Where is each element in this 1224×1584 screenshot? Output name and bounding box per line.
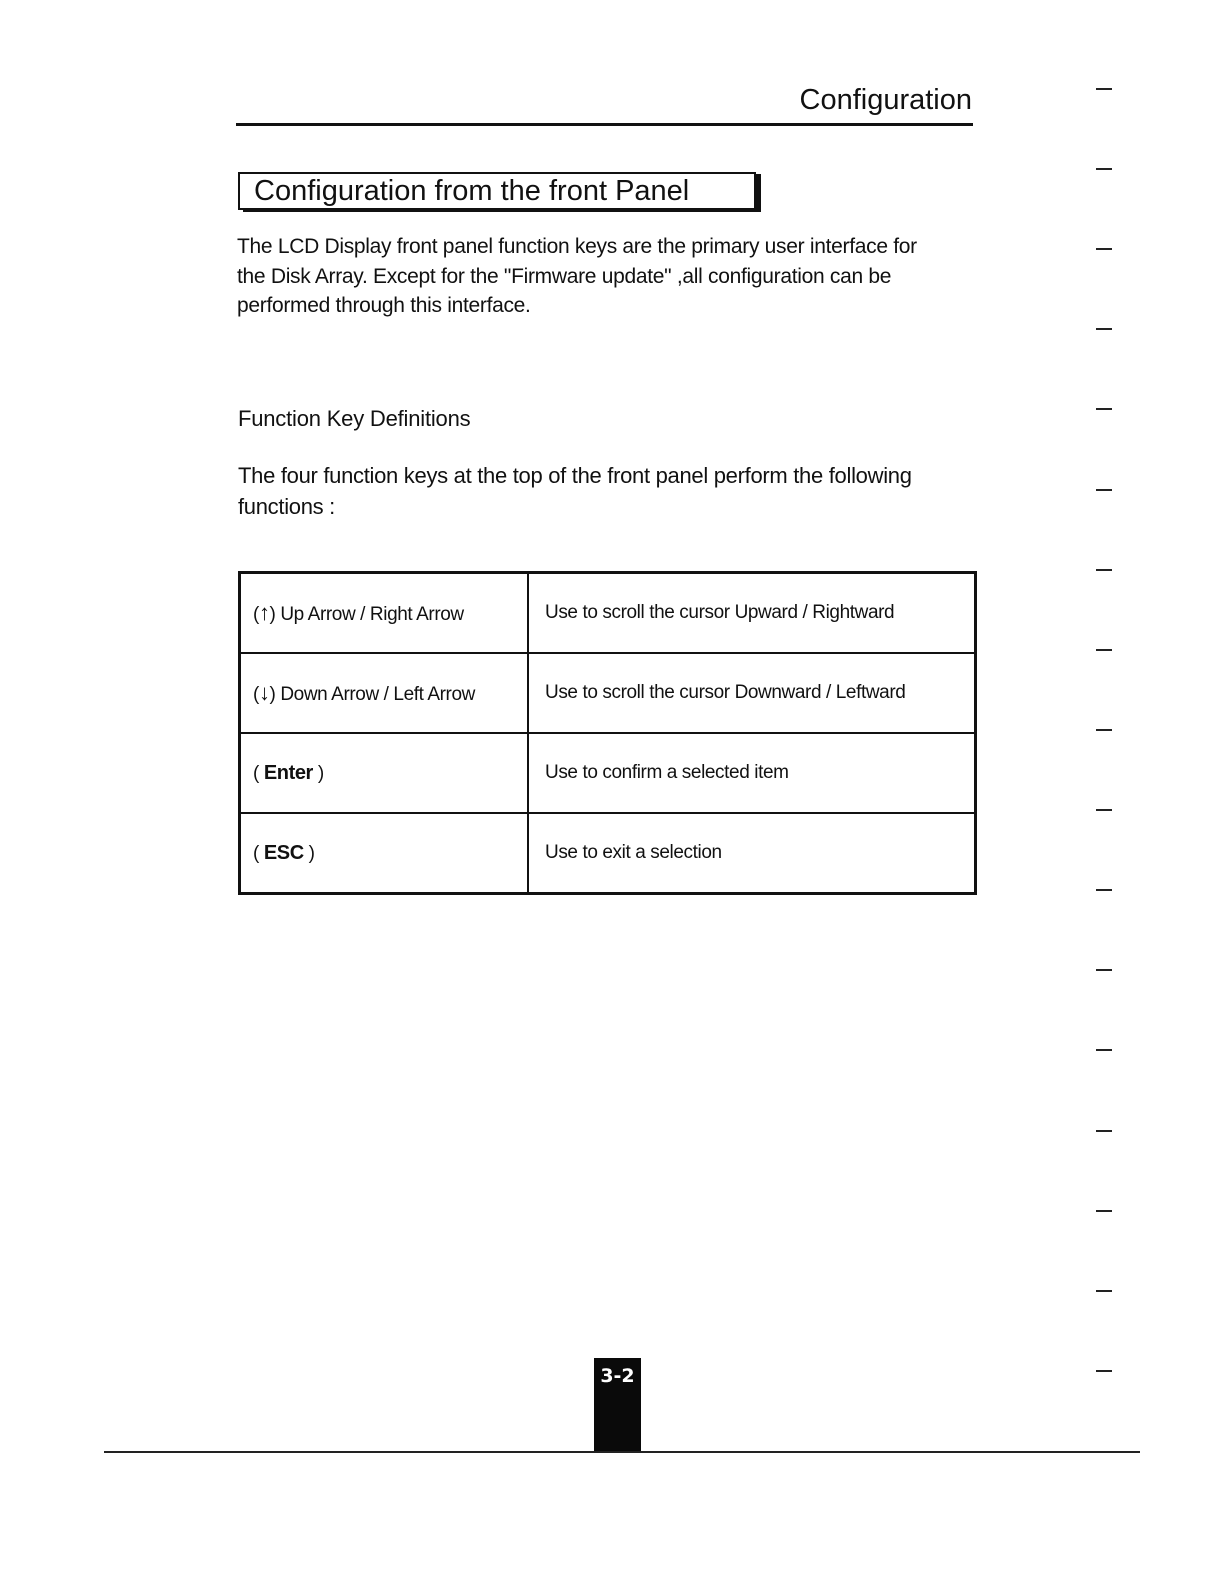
up-arrow-icon: ↑ [258,600,270,625]
edge-mark [1096,649,1112,651]
key-cell [240,813,529,894]
function-keys-intro: The four function keys at the top of the front panel perform the following functions : [238,463,912,519]
table-row [240,733,976,813]
bracket-open: ( [253,684,259,705]
bracket-open: ( [253,604,259,625]
edge-mark [1096,1370,1112,1372]
edge-mark [1096,1210,1112,1212]
footer-rule [104,1451,1140,1453]
edge-mark [1096,809,1112,811]
table-row [240,813,976,894]
edge-mark [1096,489,1112,491]
function-key-table [238,571,977,895]
intro-paragraph: The LCD Display front panel function keys are the primary user interface for the Disk Array. Except for the "Firmware update" ,all configuration can be performed through this interface. [237,235,917,317]
esc-key-label: ESC [263,841,304,864]
bracket-open: ( [253,842,264,864]
down-arrow-icon: ↓ [258,680,270,705]
edge-mark [1096,328,1112,330]
edge-mark [1096,969,1112,971]
header-rule [236,123,973,126]
edge-mark [1096,248,1112,250]
edge-mark [1096,889,1112,891]
edge-mark [1096,168,1112,170]
function-keys-heading: Function Key Definitions [238,406,471,431]
key-cell [240,653,529,733]
page-header-title: Configuration [799,84,972,116]
bracket-close: ) [312,762,324,784]
edge-mark [1096,1049,1112,1051]
bracket-close: ) [269,684,276,705]
key-cell [240,733,529,813]
edge-mark [1096,569,1112,571]
edge-mark [1096,1130,1112,1132]
key-name: Down Arrow / Left Arrow [275,684,475,705]
section-title: Configuration from the front Panel [238,172,756,210]
enter-key-label: Enter [263,761,313,784]
table-row [240,573,976,654]
edge-mark [1096,1290,1112,1292]
edge-mark [1096,729,1112,731]
key-description: Use to scroll the cursor Upward / Rightward [528,573,976,654]
key-cell [240,573,529,654]
page-edge-marks [1096,0,1136,1584]
table-row [240,653,976,733]
key-description: Use to confirm a selected item [528,733,976,813]
edge-mark [1096,88,1112,90]
key-name: Up Arrow / Right Arrow [275,604,464,625]
bracket-close: ) [269,604,276,625]
key-description: Use to exit a selection [528,813,976,894]
page-number-tab: 3-2 [594,1358,641,1453]
bracket-open: ( [253,762,264,784]
bracket-close: ) [303,842,315,864]
key-description: Use to scroll the cursor Downward / Leftward [528,653,976,733]
edge-mark [1096,408,1112,410]
